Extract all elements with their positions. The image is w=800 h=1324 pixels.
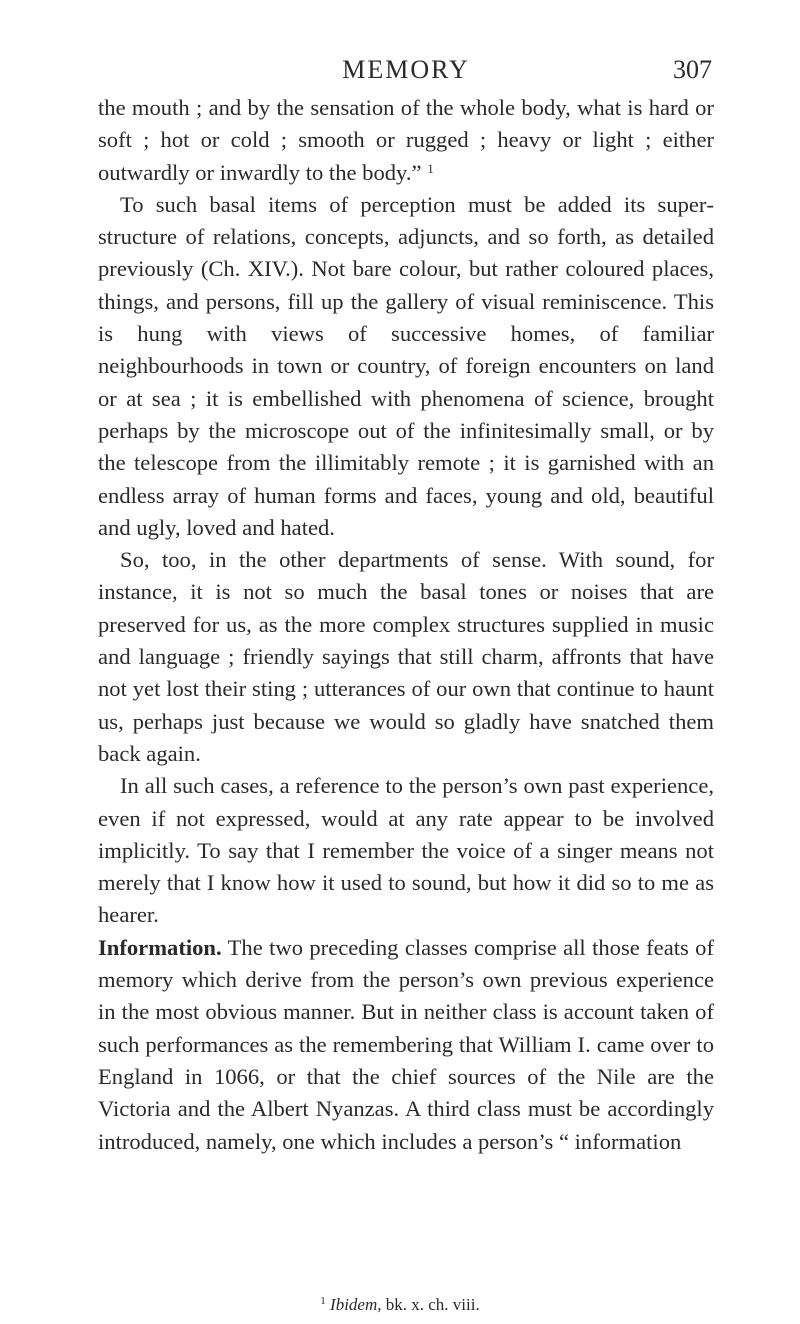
paragraph-text: To such basal items of perception must be added its superstructure of relations, concepts, adjuncts, and so forth, as detailed previously (Ch. XIV.). Not bare colour, but rather coloured places, things, and persons, fill up the gallery of visual reminiscence. This is hung with views of successive homes, of familiar neighbourhoods in town or country, of foreign encounters on land or at sea ; it is embellished with phenomena of science, brought perhaps by the microscope out of the infinitesimally small, or by the telescope from the illimitably remote ; it is garnished with an endless array of human forms and faces, young and old, beautiful and ugly, loved and hated. — [98, 191, 714, 540]
paragraph-text: In all such cases, a reference to the person’s own past experience, even if not expressed, would at any rate appear to be involved implicitly. To say that I remember the voice of a singer means not merely that I know how it used to sound, but how it did so to me as hearer. — [98, 773, 714, 928]
footnote-reference: 1 — [427, 160, 434, 176]
footnote-mark: 1 — [320, 1295, 326, 1307]
paragraph-information — [98, 932, 714, 1158]
footnote-source: Ibidem, — [330, 1295, 382, 1314]
footnote — [0, 1294, 800, 1316]
body-text — [98, 92, 714, 1158]
paragraph — [98, 770, 714, 931]
page-number: 307 — [673, 55, 712, 84]
section-heading: Information. — [98, 934, 222, 960]
paragraph-continued — [98, 92, 714, 189]
paragraph — [98, 189, 714, 544]
footnote-location: bk. x. ch. viii. — [385, 1295, 480, 1314]
running-title: MEMORY — [342, 55, 470, 84]
paragraph-text: So, too, in the other departments of sense. With sound, for instance, it is not so much the basal tones or noises that are preserved for us, as the more complex structures supplied in music and language ; friendly sayings that still charm, affronts that have not yet lost their sting ; utterances of our own that continue to haunt us, perhaps just because we would so gladly have snatched them back again. — [98, 547, 714, 766]
paragraph-text: the mouth ; and by the sensation of the whole body, what is hard or soft ; hot or cold ; smooth or rugged ; heavy or light ; either outwardly or inwardly to the body.” — [98, 95, 714, 185]
paragraph-text: The two preceding classes comprise all those feats of memory which derive from the person’s own previous experience in the most obvious manner. But in neither class is account taken of such performances as the remembering that William I. came over to England in 1066, or that the chief sources of the Nile are the Victoria and the Albert Nyanzas. A third class must be accordingly introduced, namely, one which includes a person’s “ information — [98, 934, 714, 1154]
running-head — [100, 52, 712, 88]
paragraph — [98, 544, 714, 770]
